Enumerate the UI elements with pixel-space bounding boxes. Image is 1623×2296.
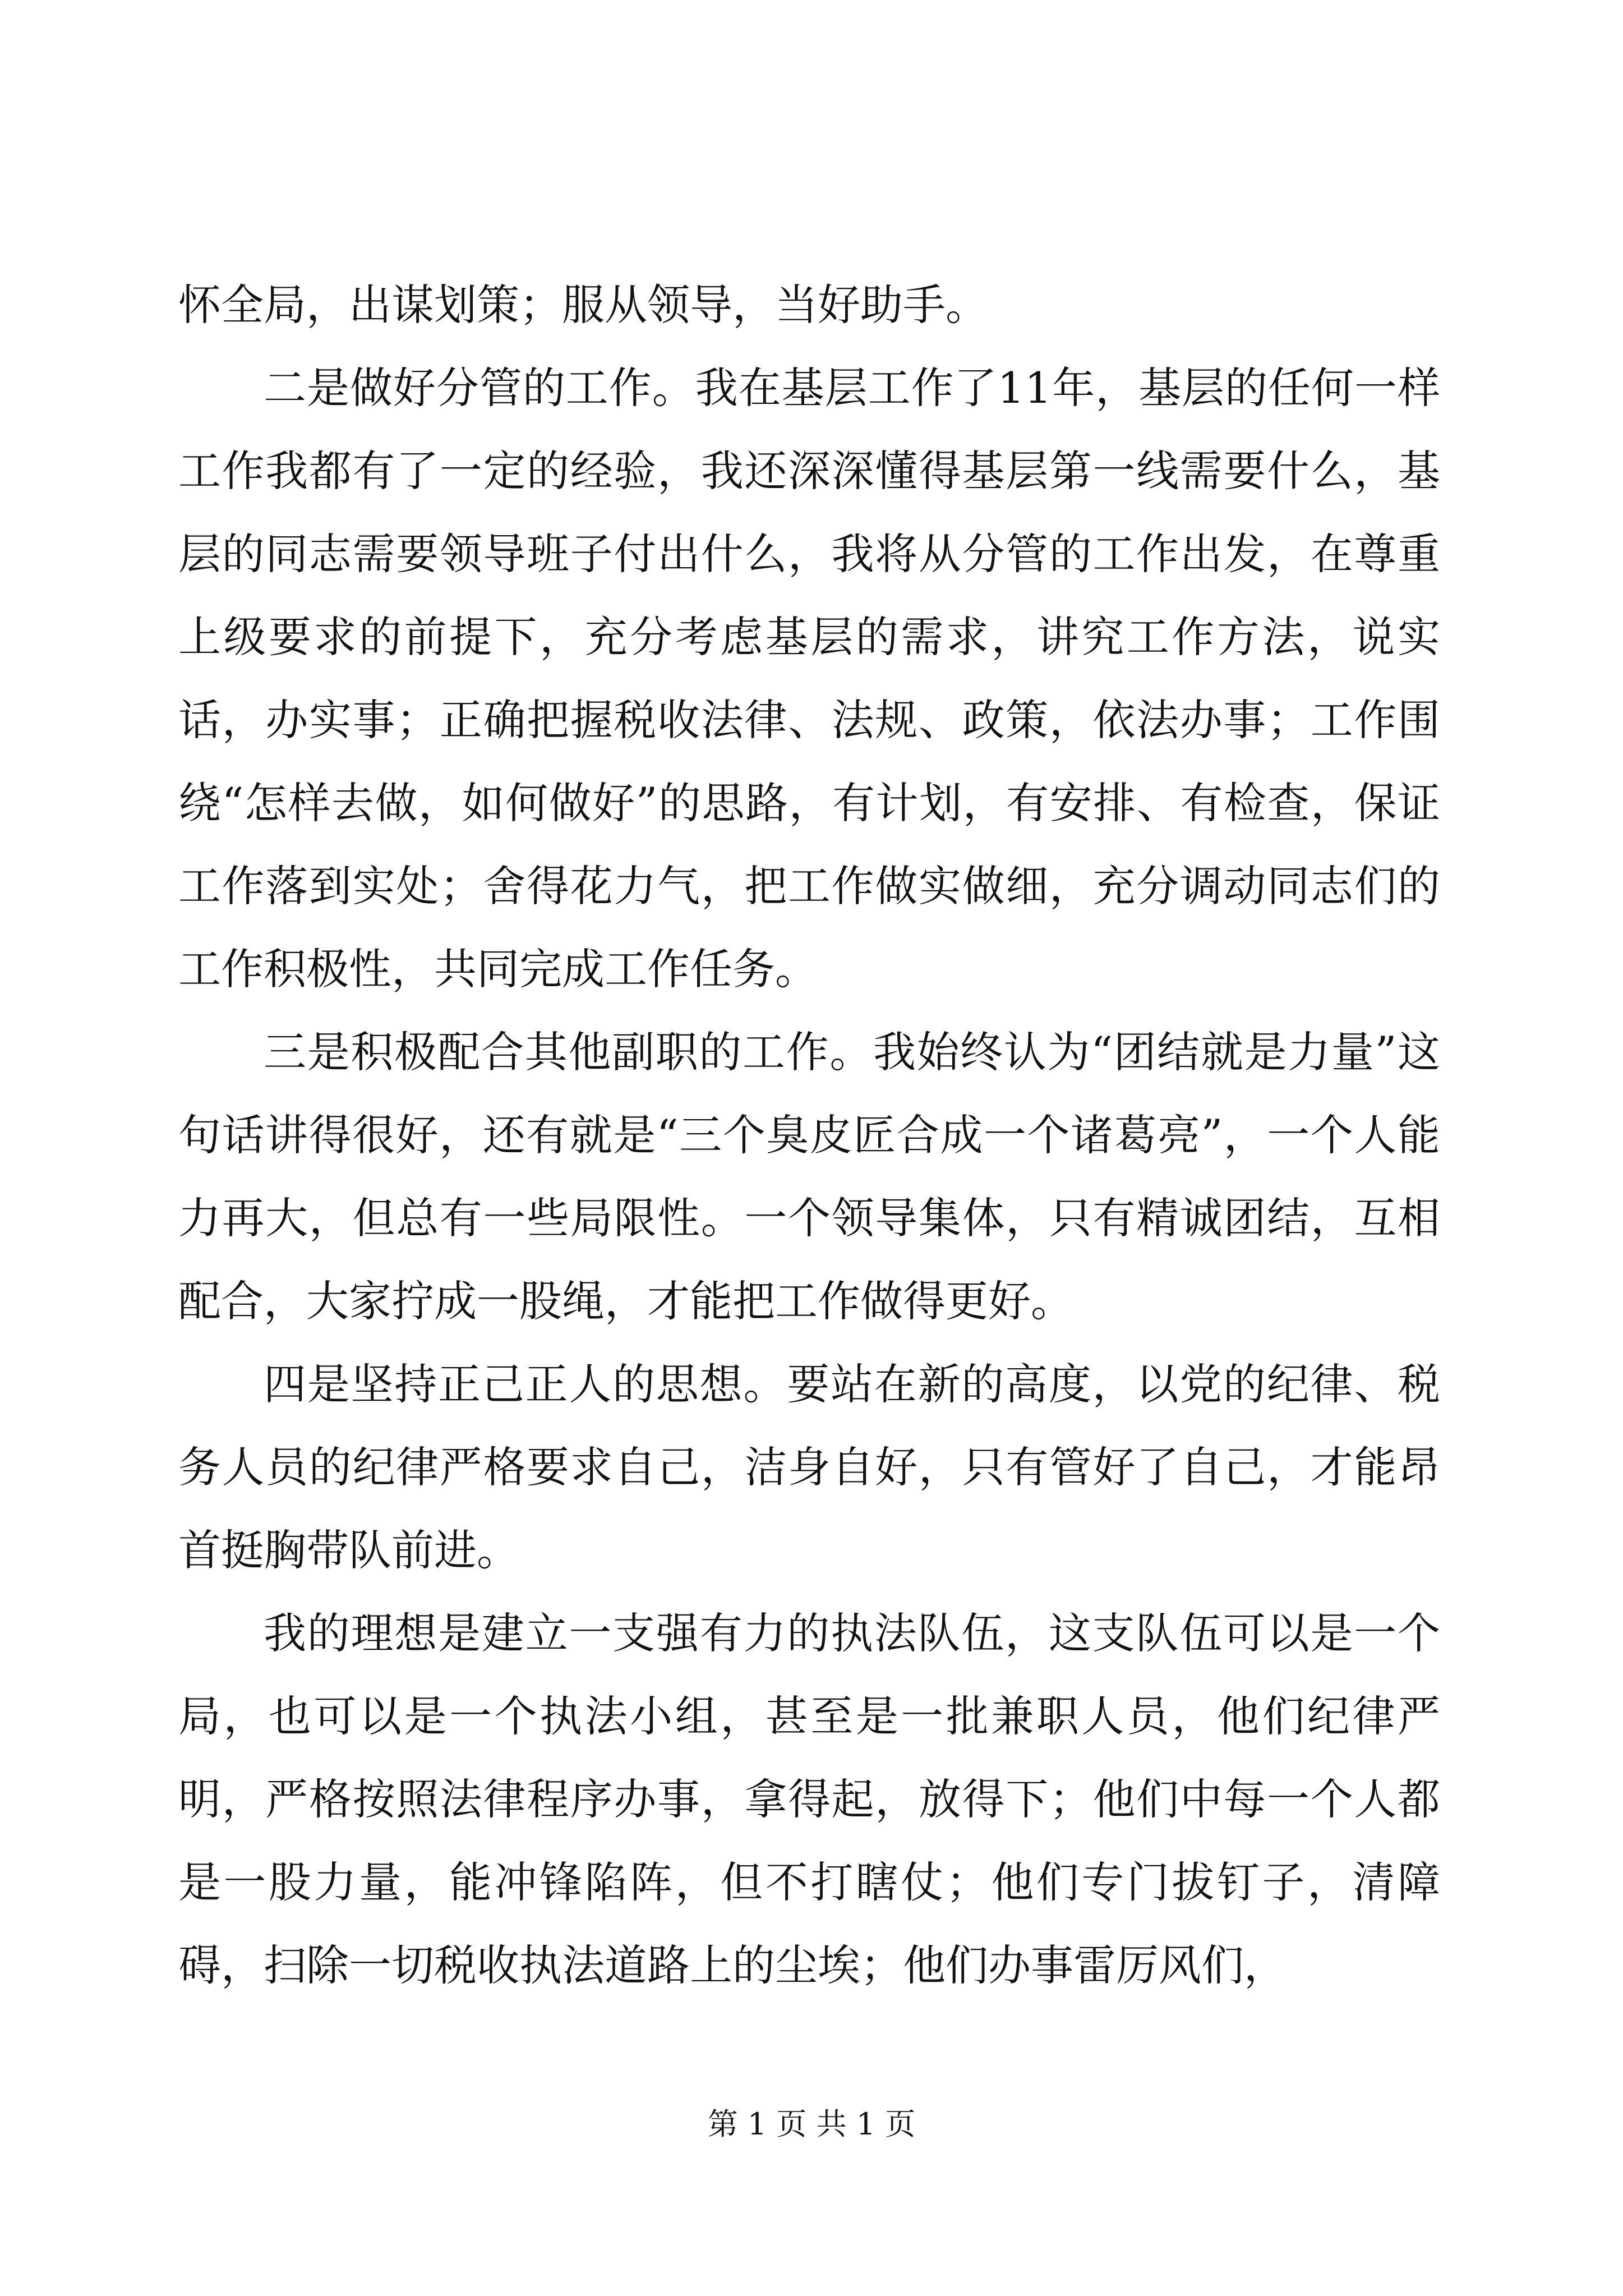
paragraph-point-two: 二是做好分管的工作。我在基层工作了11年，基层的任何一样工作我都有了一定的经验，我还深深懂得基层第一线需要什么，基层的同志需要领导班子付出什么，我将从分管的工作出发，在尊重上级要求的前提下，充分考虑基层的需求，讲究工作方法，说实话，办实事；正确把握税收法律、法规、政策，依法办事；工作围绕“怎样去做，如何做好”的思路，有计划，有安排、有检查，保证工作落到实处；舍得花力气，把工作做实做细，充分调动同志们的工作积极性，共同完成工作任务。	[178, 363, 1440, 994]
paragraph-continued: 怀全局，出谋划策；服从领导，当好助手。	[178, 280, 988, 330]
paragraph-point-four: 四是坚持正己正人的思想。要站在新的高度，以党的纪律、税务人员的纪律严格要求自己，洁身自好，只有管好了自己，才能昂首挺胸带队前进。	[178, 1359, 1440, 1575]
paragraph-point-three: 三是积极配合其他副职的工作。我始终认为“团结就是力量”这句话讲得很好，还有就是“三个臭皮匠合成一个诸葛亮”，一个人能力再大，但总有一些局限性。一个领导集体，只有精诚团结，互相配合，大家拧成一股绳，才能把工作做得更好。	[178, 1027, 1440, 1326]
document-body	[178, 264, 1440, 2007]
page-footer: 第 1 页 共 1 页	[707, 2106, 916, 2142]
paragraph-ideal: 我的理想是建立一支强有力的执法队伍，这支队伍可以是一个局，也可以是一个执法小组，甚至是一批兼职人员，他们纪律严明，严格按照法律程序办事，拿得起，放得下；他们中每一个人都是一股力量，能冲锋陷阵，但不打瞎仗；他们专门拔钉子，清障碍，扫除一切税收执法道路上的尘埃；他们办事雷厉风们，	[178, 1608, 1440, 1990]
